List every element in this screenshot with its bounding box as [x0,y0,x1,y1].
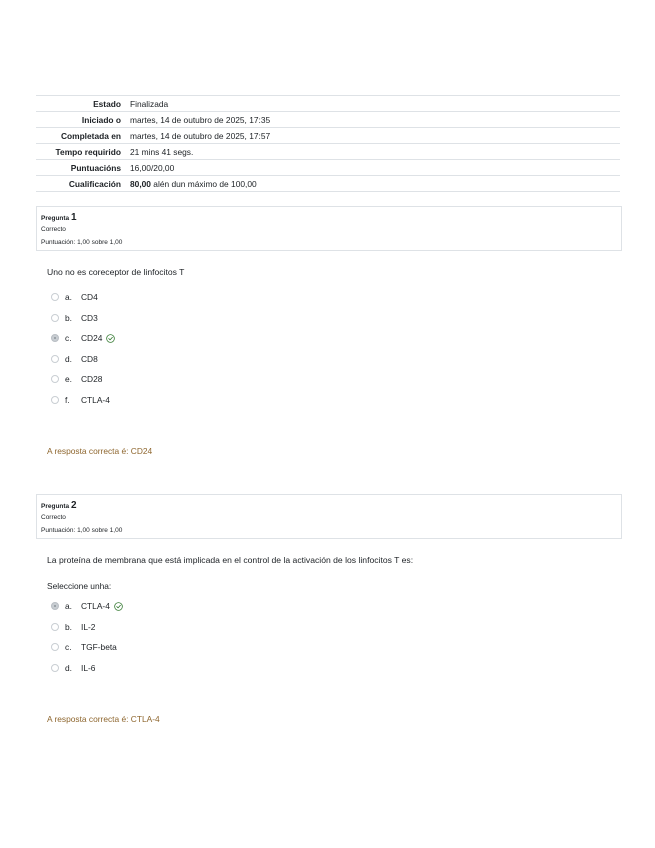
answer-text: CD3 [81,312,98,323]
summary-value: 16,00/20,00 [130,163,175,173]
answer-option-selected[interactable] [51,596,620,617]
question-2 [36,494,620,724]
grade-label: Cualificación [68,179,121,189]
grade-suffix: alén dun máximo de 100,00 [150,179,257,189]
summary-label: Tempo requirido [55,147,121,157]
answer-letter: a. [65,292,72,303]
answer-text: CD24 [81,333,103,344]
question-number [41,500,617,511]
answer-list [51,287,620,410]
answer-option[interactable] [51,287,620,308]
summary-value: martes, 14 de outubro de 2025, 17:35 [130,115,271,125]
question-number [41,212,617,223]
summary-row [36,112,620,128]
summary-value: 21 mins 41 segs. [130,147,194,157]
summary-row [36,160,620,176]
question-info-box [36,494,622,539]
summary-label: Estado [93,99,121,109]
question-label: Pregunta [41,215,70,222]
summary-value: Finalizada [130,99,169,109]
answer-list [51,596,620,678]
question-info-box [36,206,622,251]
radio-icon[interactable] [51,643,59,651]
answer-letter: f. [65,394,70,405]
answer-text: IL-2 [81,621,96,632]
summary-row-grade [36,176,620,192]
radio-checked-icon[interactable] [51,602,59,610]
answer-option[interactable] [51,637,620,658]
answer-option[interactable] [51,369,620,390]
right-answer: A resposta correcta é: CTLA-4 [47,714,160,724]
answer-option[interactable] [51,658,620,679]
question-grade: Puntuación: 1,00 sobre 1,00 [41,239,123,246]
radio-icon[interactable] [51,375,59,383]
answer-text: IL-6 [81,662,96,673]
answer-text: CD4 [81,292,98,303]
radio-checked-icon[interactable] [51,334,59,342]
summary-label: Iniciado o [81,115,121,125]
summary-row [36,128,620,144]
answer-text: CD8 [81,353,98,364]
radio-icon[interactable] [51,293,59,301]
answer-option[interactable] [51,617,620,638]
question-label: Pregunta [41,503,70,510]
answer-text: CD28 [81,374,103,385]
answer-letter: b. [65,312,72,323]
radio-icon[interactable] [51,664,59,672]
answer-option-selected[interactable] [51,328,620,349]
answer-letter: a. [65,601,72,612]
question-1 [36,206,620,456]
summary-label: Puntuacións [70,163,121,173]
question-number-value: 2 [70,500,77,511]
question-text: La proteína de membrana que está implicada en el control de la activación de los linfocitos T es: [47,555,414,565]
question-number-value: 1 [70,212,77,223]
summary-label: Completada en [60,131,121,141]
answer-prompt: Seleccione unha: [47,581,112,591]
check-circle-icon [106,334,115,343]
answer-letter: c. [65,333,72,344]
summary-row [36,144,620,160]
answer-option[interactable] [51,308,620,329]
summary-value: martes, 14 de outubro de 2025, 17:57 [130,131,271,141]
answer-option[interactable] [51,349,620,370]
answer-option[interactable] [51,390,620,411]
quiz-review-page [36,95,620,724]
answer-text: CTLA-4 [81,394,110,405]
answer-letter: e. [65,374,72,385]
radio-icon[interactable] [51,355,59,363]
answer-letter: d. [65,353,72,364]
question-grade: Puntuación: 1,00 sobre 1,00 [41,527,123,534]
answer-text: TGF-beta [81,642,117,653]
summary-row [36,96,620,112]
attempt-summary-table [36,95,620,192]
radio-icon[interactable] [51,396,59,404]
question-text: Uno no es coreceptor de linfocitos T [47,267,185,277]
question-state: Correcto [41,226,66,233]
answer-text: CTLA-4 [81,601,110,612]
radio-icon[interactable] [51,314,59,322]
answer-letter: d. [65,662,72,673]
grade-value: 80,00 [130,179,151,189]
answer-letter: c. [65,642,72,653]
answer-letter: b. [65,621,72,632]
question-state: Correcto [41,514,66,521]
check-circle-icon [114,602,123,611]
radio-icon[interactable] [51,623,59,631]
grade-value-cell [125,176,620,192]
right-answer: A resposta correcta é: CD24 [47,446,153,456]
